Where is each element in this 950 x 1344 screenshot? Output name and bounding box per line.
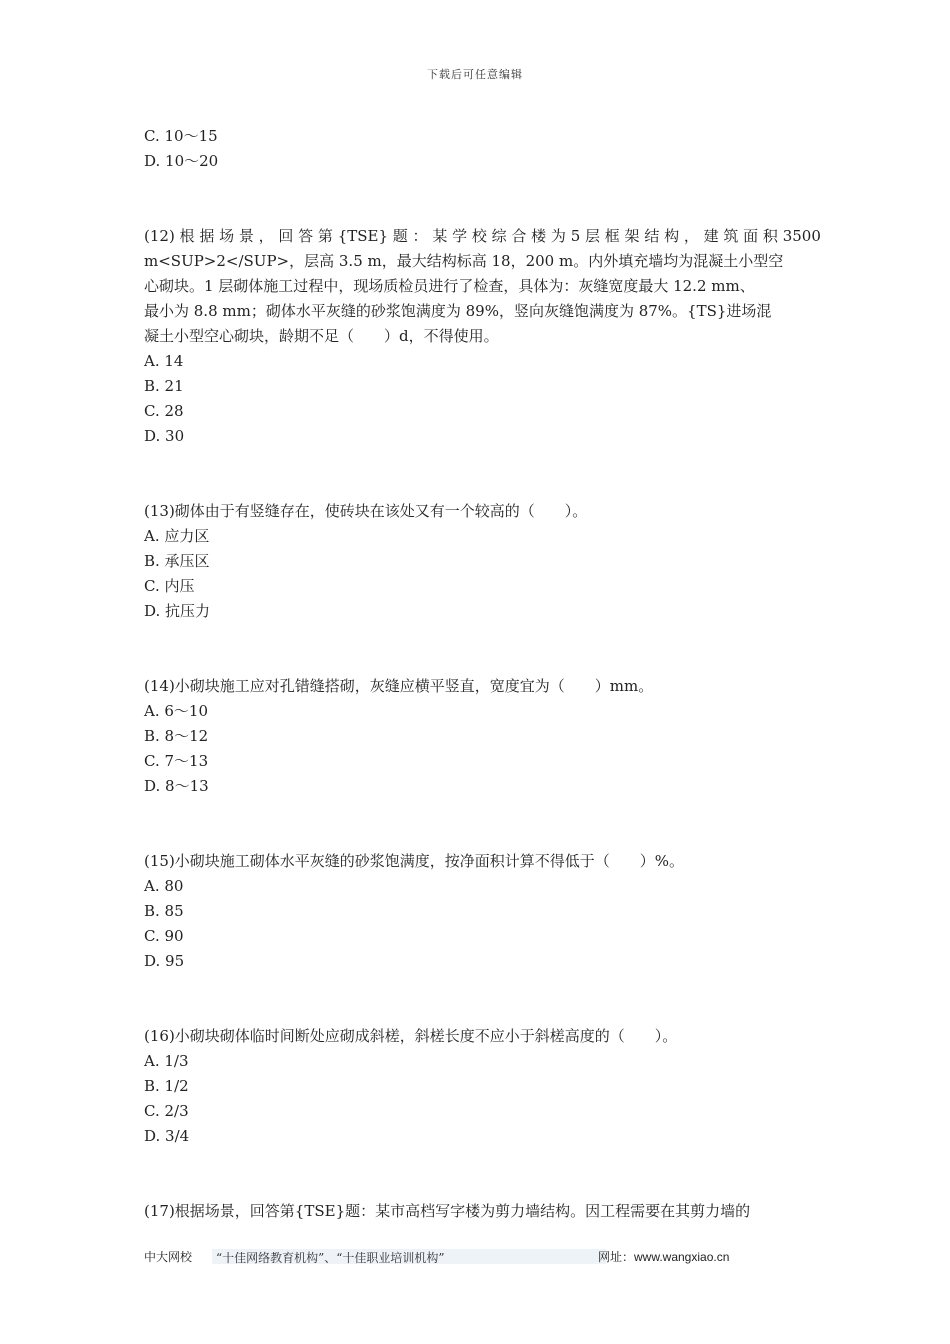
question-15 xyxy=(144,849,806,974)
stem-line: 凝土小型空心砌块，龄期不足（ ）d，不得使用。 xyxy=(144,327,499,345)
question-17 xyxy=(144,1199,806,1224)
page-footer xyxy=(144,1248,744,1266)
option-c: C. 2/3 xyxy=(144,1102,189,1120)
option-d: D. 30 xyxy=(144,427,185,445)
question-12 xyxy=(144,224,821,449)
stem-line: 心砌块。1 层砌体施工过程中，现场质检员进行了检查，具体为：灰缝宽度最大 12.2 mm、 xyxy=(144,277,755,295)
option-c: C. 28 xyxy=(144,402,184,420)
question-stem: (13)砌体由于有竖缝存在，使砖块在该处又有一个较高的（ ）。 xyxy=(144,502,588,520)
page-header: 下载后可任意编辑 xyxy=(427,68,523,81)
question-stem: (15)小砌块施工砌体水平灰缝的砂浆饱满度，按净面积计算不得低于（ ）%。 xyxy=(144,852,685,870)
option-c: C. 内压 xyxy=(144,577,195,595)
question-stem xyxy=(144,224,821,349)
option-d: D. 8～13 xyxy=(144,777,209,795)
question-14 xyxy=(144,674,806,799)
footer-website-link[interactable]: 网址：www.wangxiao.cn xyxy=(598,1250,730,1264)
option-line: C. 10～15 xyxy=(144,127,218,145)
option-b: B. 1/2 xyxy=(144,1077,189,1095)
stem-line: m<SUP>2</SUP>，层高 3.5 m，最大结构标高 18，200 m。内外填充墙均为混凝土小型空 xyxy=(144,252,784,270)
question-stem: (16)小砌块砌体临时间断处应砌成斜槎，斜槎长度不应小于斜槎高度的（ ）。 xyxy=(144,1027,678,1045)
option-a: A. 应力区 xyxy=(144,527,210,545)
question-13 xyxy=(144,499,806,624)
question-stem: (17)根据场景，回答第{TSE}题：某市高档写字楼为剪力墙结构。因工程需要在其剪力墙的 xyxy=(144,1202,751,1220)
question-stem: (14)小砌块施工应对孔错缝搭砌，灰缝应横平竖直，宽度宜为（ ）mm。 xyxy=(144,677,654,695)
option-c: C. 90 xyxy=(144,927,184,945)
option-d: D. 抗压力 xyxy=(144,602,211,620)
previous-question-options xyxy=(144,124,806,174)
stem-line: 最小为 8.8 mm；砌体水平灰缝的砂浆饱满度为 89%，竖向灰缝饱满度为 87%。{TS}进场混 xyxy=(144,302,772,320)
footer-slogan: “十佳网络教育机构”、“十佳职业培训机构” xyxy=(212,1249,606,1264)
document-body xyxy=(144,124,821,1224)
option-a: A. 80 xyxy=(144,877,184,895)
option-b: B. 21 xyxy=(144,377,184,395)
option-b: B. 承压区 xyxy=(144,552,210,570)
footer-school-name: 中大网校 xyxy=(144,1250,193,1264)
option-a: A. 14 xyxy=(144,352,184,370)
option-line: D. 10～20 xyxy=(144,152,219,170)
option-a: A. 6～10 xyxy=(144,702,208,720)
option-b: B. 8～12 xyxy=(144,727,209,745)
option-c: C. 7～13 xyxy=(144,752,209,770)
option-d: D. 3/4 xyxy=(144,1127,190,1145)
option-a: A. 1/3 xyxy=(144,1052,189,1070)
option-d: D. 95 xyxy=(144,952,185,970)
option-b: B. 85 xyxy=(144,902,184,920)
stem-line: (12) 根 据 场 景 ， 回 答 第 {TSE} 题 ： 某 学 校 综 合 楼 为 5 层 框 架 结 构 ， 建 筑 面 积 3500 xyxy=(144,227,821,245)
question-16 xyxy=(144,1024,806,1149)
